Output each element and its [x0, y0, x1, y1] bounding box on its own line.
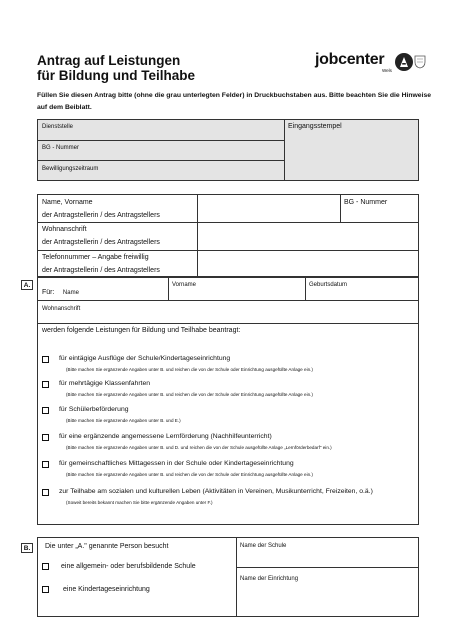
item-note: (Soweit bereits bekannt machen Sie bitte ergänzende Angaben unter F.): [66, 500, 213, 505]
section-a-marker: A.: [21, 280, 33, 290]
title-line-2: für Bildung und Teilhabe: [37, 68, 195, 83]
name-sublabel: der Antragstellerin / des Antragstellers: [42, 212, 160, 219]
name-label: Name, Vorname: [42, 199, 93, 206]
item-label: für mehrtägige Klassenfahrten: [59, 380, 151, 387]
item-note: (Bitte machen Sie ergänzende Angaben unter B. und E.): [66, 418, 181, 423]
item-label: für gemeinschaftliches Mittagessen in der Schule oder Kindertageseinrichtung: [59, 460, 294, 467]
address-sublabel: der Antragstellerin / des Antragstellers: [42, 239, 160, 246]
item-label: für eine ergänzende angemessene Lernförderung (Nachhilfeunterricht): [59, 433, 272, 440]
item-label: zur Teilhabe am sozialen und kulturellen Leben (Aktivitäten in Vereinen, Musikunterricht, Freizeiten, o.ä.): [59, 488, 373, 495]
section-a-intro: werden folgende Leistungen für Bildung und Teilhabe beantragt:: [42, 327, 241, 334]
bg-nummer-office-label: BG - Nummer: [42, 145, 80, 151]
checkbox-lernfoerderung[interactable]: [42, 434, 49, 441]
applicant-name-field[interactable]: [198, 195, 340, 221]
child-name-label: Name: [62, 290, 79, 296]
logo-text: jobcenter: [315, 51, 385, 68]
eingangsstempel-label: Eingangsstempel: [288, 123, 342, 130]
fuer-label: Für:: [42, 289, 55, 296]
section-b-intro: Die unter „A." genannte Person besucht: [45, 543, 169, 550]
phone-sublabel: der Antragstellerin / des Antragstellers: [42, 267, 160, 274]
child-wohnanschrift-label: Wohnanschrift: [42, 306, 81, 312]
checkbox-schuelerbefoerderung[interactable]: [42, 407, 49, 414]
divider: [37, 323, 419, 324]
option-schule-label: eine allgemein- oder berufsbildende Schule: [61, 563, 196, 570]
title-line-1: Antrag auf Leistungen: [37, 53, 181, 68]
item-note: (Bitte machen Sie ergänzende Angaben unter B. und reichen die von der Schule oder Einrichtung ausgefüllte Anlage ein.): [66, 367, 313, 372]
divider: [37, 160, 284, 161]
checkbox-teilhabe[interactable]: [42, 489, 49, 496]
phone-label: Telefonnummer – Angabe freiwillig: [42, 254, 149, 261]
applicant-address-field[interactable]: [198, 223, 418, 249]
dienststelle-label: Dienststelle: [42, 124, 74, 130]
jobcenter-logo: [315, 50, 427, 76]
applicant-phone-field[interactable]: [198, 251, 418, 276]
coat-of-arms-icon: [414, 55, 426, 69]
fuer-row: [42, 281, 79, 299]
item-note: (Bitte machen Sie ergänzende Angaben unter B. und reichen die von der Schule oder Einrichtung ausgefüllte Anlage ein.): [66, 472, 313, 477]
schule-name-label: Name der Schule: [240, 543, 287, 549]
form-title: [37, 53, 287, 83]
divider: [236, 567, 419, 568]
item-label: für eintägige Ausflüge der Schule/Kindertageseinrichtung: [59, 355, 231, 362]
item-note: (Bitte machen Sie ergänzende Angaben unter B. und reichen die von der Schule oder Einrichtung ausgefüllte Anlage ein.): [66, 392, 313, 397]
divider: [37, 140, 284, 141]
item-note: (Bitte machen Sie ergänzende Angaben unter B. und D. und reichen die von der Schule ausgefüllte Anlage „Lernförderbedarf" ein.): [66, 445, 332, 450]
einrichtung-name-field[interactable]: [237, 584, 418, 616]
checkbox-klassenfahrten[interactable]: [42, 381, 49, 388]
option-kita-label: eine Kindertageseinrichtung: [63, 586, 150, 593]
checkbox-ausfluege[interactable]: [42, 356, 49, 363]
bg-nummer-label: BG - Nummer: [344, 199, 388, 206]
checkbox-mittagessen[interactable]: [42, 461, 49, 468]
jobcenter-a-icon: [394, 52, 414, 72]
einrichtung-name-label: Name der Einrichtung: [240, 576, 299, 582]
divider: [284, 119, 285, 181]
address-label: Wohnanschrift: [42, 226, 87, 233]
child-vorname-label: Vorname: [172, 282, 197, 288]
section-b-marker: B.: [21, 543, 33, 553]
checkbox-kita[interactable]: [42, 586, 49, 593]
divider: [37, 300, 419, 301]
intro-text: Füllen Sie diesen Antrag bitte (ohne die grau unterlegten Felder) in Druckbuchstaben aus. Bitte beachten Sie die Hinweise auf dem Beiblatt.: [37, 92, 432, 111]
item-label: für Schülerbeförderung: [59, 406, 129, 413]
schule-name-field[interactable]: [237, 550, 418, 566]
bewilligungszeitraum-label: Bewilligungszeitraum: [42, 166, 99, 172]
divider: [340, 194, 341, 222]
checkbox-schule[interactable]: [42, 563, 49, 570]
child-geburtsdatum-label: Geburtsdatum: [309, 282, 348, 288]
logo-subtext: Wels: [382, 68, 392, 73]
divider: [305, 277, 306, 300]
divider: [168, 277, 169, 300]
